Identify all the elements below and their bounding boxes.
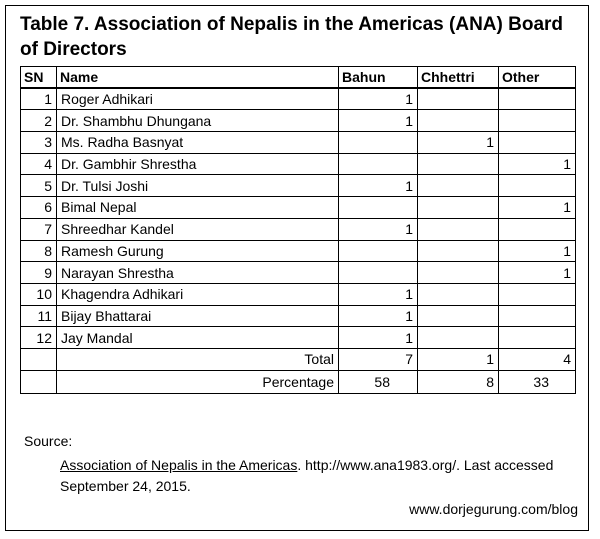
table-row xyxy=(21,262,576,284)
row-chhettri-cell xyxy=(418,283,499,305)
row-name-cell: Dr. Shambhu Dhungana xyxy=(57,110,339,132)
row-chhettri-cell: 1 xyxy=(418,132,499,154)
table-row xyxy=(21,110,576,132)
header-name: Name xyxy=(57,67,339,89)
row-chhettri-cell xyxy=(418,88,499,110)
table-row xyxy=(21,218,576,240)
row-other-cell: 1 xyxy=(499,262,576,284)
row-sn-cell: 11 xyxy=(21,305,57,327)
row-other-cell xyxy=(499,132,576,154)
percentage-label: Percentage xyxy=(57,370,339,393)
header-chhettri: Chhettri xyxy=(418,67,499,89)
row-chhettri-cell xyxy=(418,218,499,240)
row-sn-cell: 7 xyxy=(21,218,57,240)
source-citation xyxy=(60,455,580,497)
table-row xyxy=(21,175,576,197)
table-row xyxy=(21,88,576,110)
row-bahun-cell: 1 xyxy=(339,305,418,327)
row-other-cell xyxy=(499,305,576,327)
row-sn-cell: 2 xyxy=(21,110,57,132)
row-bahun-cell: 1 xyxy=(339,88,418,110)
row-name-cell: Bijay Bhattarai xyxy=(57,305,339,327)
row-other-cell xyxy=(499,88,576,110)
table-row xyxy=(21,197,576,219)
row-bahun-cell: 1 xyxy=(339,283,418,305)
total-label: Total xyxy=(57,348,339,370)
total-chhettri: 1 xyxy=(418,348,499,370)
row-sn-cell: 5 xyxy=(21,175,57,197)
board-table xyxy=(20,66,576,394)
row-chhettri-cell xyxy=(418,175,499,197)
row-other-cell: 1 xyxy=(499,153,576,175)
row-bahun-cell xyxy=(339,197,418,219)
row-bahun-cell: 1 xyxy=(339,110,418,132)
row-chhettri-cell xyxy=(418,110,499,132)
total-row xyxy=(21,348,576,370)
row-name-cell: Roger Adhikari xyxy=(57,88,339,110)
table-row xyxy=(21,153,576,175)
table-row xyxy=(21,305,576,327)
header-sn: SN xyxy=(21,67,57,89)
row-other-cell: 1 xyxy=(499,197,576,219)
row-other-cell xyxy=(499,327,576,349)
row-other-cell xyxy=(499,218,576,240)
row-bahun-cell xyxy=(339,132,418,154)
total-sn-cell xyxy=(21,348,57,370)
row-sn-cell: 6 xyxy=(21,197,57,219)
header-bahun: Bahun xyxy=(339,67,418,89)
row-sn-cell: 8 xyxy=(21,240,57,262)
source-rest: . http://www.ana1983.org/. Last accessed September 24, 2015. xyxy=(60,457,554,494)
table-row xyxy=(21,327,576,349)
percentage-bahun: 58 xyxy=(339,370,418,393)
row-sn-cell: 3 xyxy=(21,132,57,154)
row-chhettri-cell xyxy=(418,262,499,284)
row-chhettri-cell xyxy=(418,153,499,175)
header-other: Other xyxy=(499,67,576,89)
row-name-cell: Shreedhar Kandel xyxy=(57,218,339,240)
row-sn-cell: 12 xyxy=(21,327,57,349)
row-name-cell: Narayan Shrestha xyxy=(57,262,339,284)
row-name-cell: Bimal Nepal xyxy=(57,197,339,219)
source-label: Source: xyxy=(24,433,73,449)
row-bahun-cell: 1 xyxy=(339,175,418,197)
source-link[interactable]: Association of Nepalis in the Americas xyxy=(60,457,298,473)
row-name-cell: Dr. Tulsi Joshi xyxy=(57,175,339,197)
row-name-cell: Jay Mandal xyxy=(57,327,339,349)
row-chhettri-cell xyxy=(418,197,499,219)
row-name-cell: Ramesh Gurung xyxy=(57,240,339,262)
table-row xyxy=(21,240,576,262)
row-sn-cell: 9 xyxy=(21,262,57,284)
table-row xyxy=(21,132,576,154)
total-bahun: 7 xyxy=(339,348,418,370)
row-chhettri-cell xyxy=(418,240,499,262)
total-other: 4 xyxy=(499,348,576,370)
row-bahun-cell xyxy=(339,153,418,175)
row-bahun-cell: 1 xyxy=(339,218,418,240)
percentage-chhettri: 8 xyxy=(418,370,499,393)
header-row xyxy=(21,67,576,89)
table-title: Table 7. Association of Nepalis in the Americas (ANA) Board of Directors xyxy=(20,14,564,60)
row-sn-cell: 1 xyxy=(21,88,57,110)
percentage-sn-cell xyxy=(21,370,57,393)
row-other-cell xyxy=(499,110,576,132)
row-other-cell: 1 xyxy=(499,240,576,262)
row-bahun-cell: 1 xyxy=(339,327,418,349)
row-name-cell: Ms. Radha Basnyat xyxy=(57,132,339,154)
row-name-cell: Khagendra Adhikari xyxy=(57,283,339,305)
table-row xyxy=(21,283,576,305)
row-bahun-cell xyxy=(339,262,418,284)
percentage-row xyxy=(21,370,576,393)
website-credit: www.dorjegurung.com/blog xyxy=(409,501,578,517)
row-sn-cell: 4 xyxy=(21,153,57,175)
row-sn-cell: 10 xyxy=(21,283,57,305)
row-chhettri-cell xyxy=(418,305,499,327)
percentage-other: 33 xyxy=(499,370,576,393)
row-bahun-cell xyxy=(339,240,418,262)
row-chhettri-cell xyxy=(418,327,499,349)
row-other-cell xyxy=(499,283,576,305)
row-name-cell: Dr. Gambhir Shrestha xyxy=(57,153,339,175)
row-other-cell xyxy=(499,175,576,197)
